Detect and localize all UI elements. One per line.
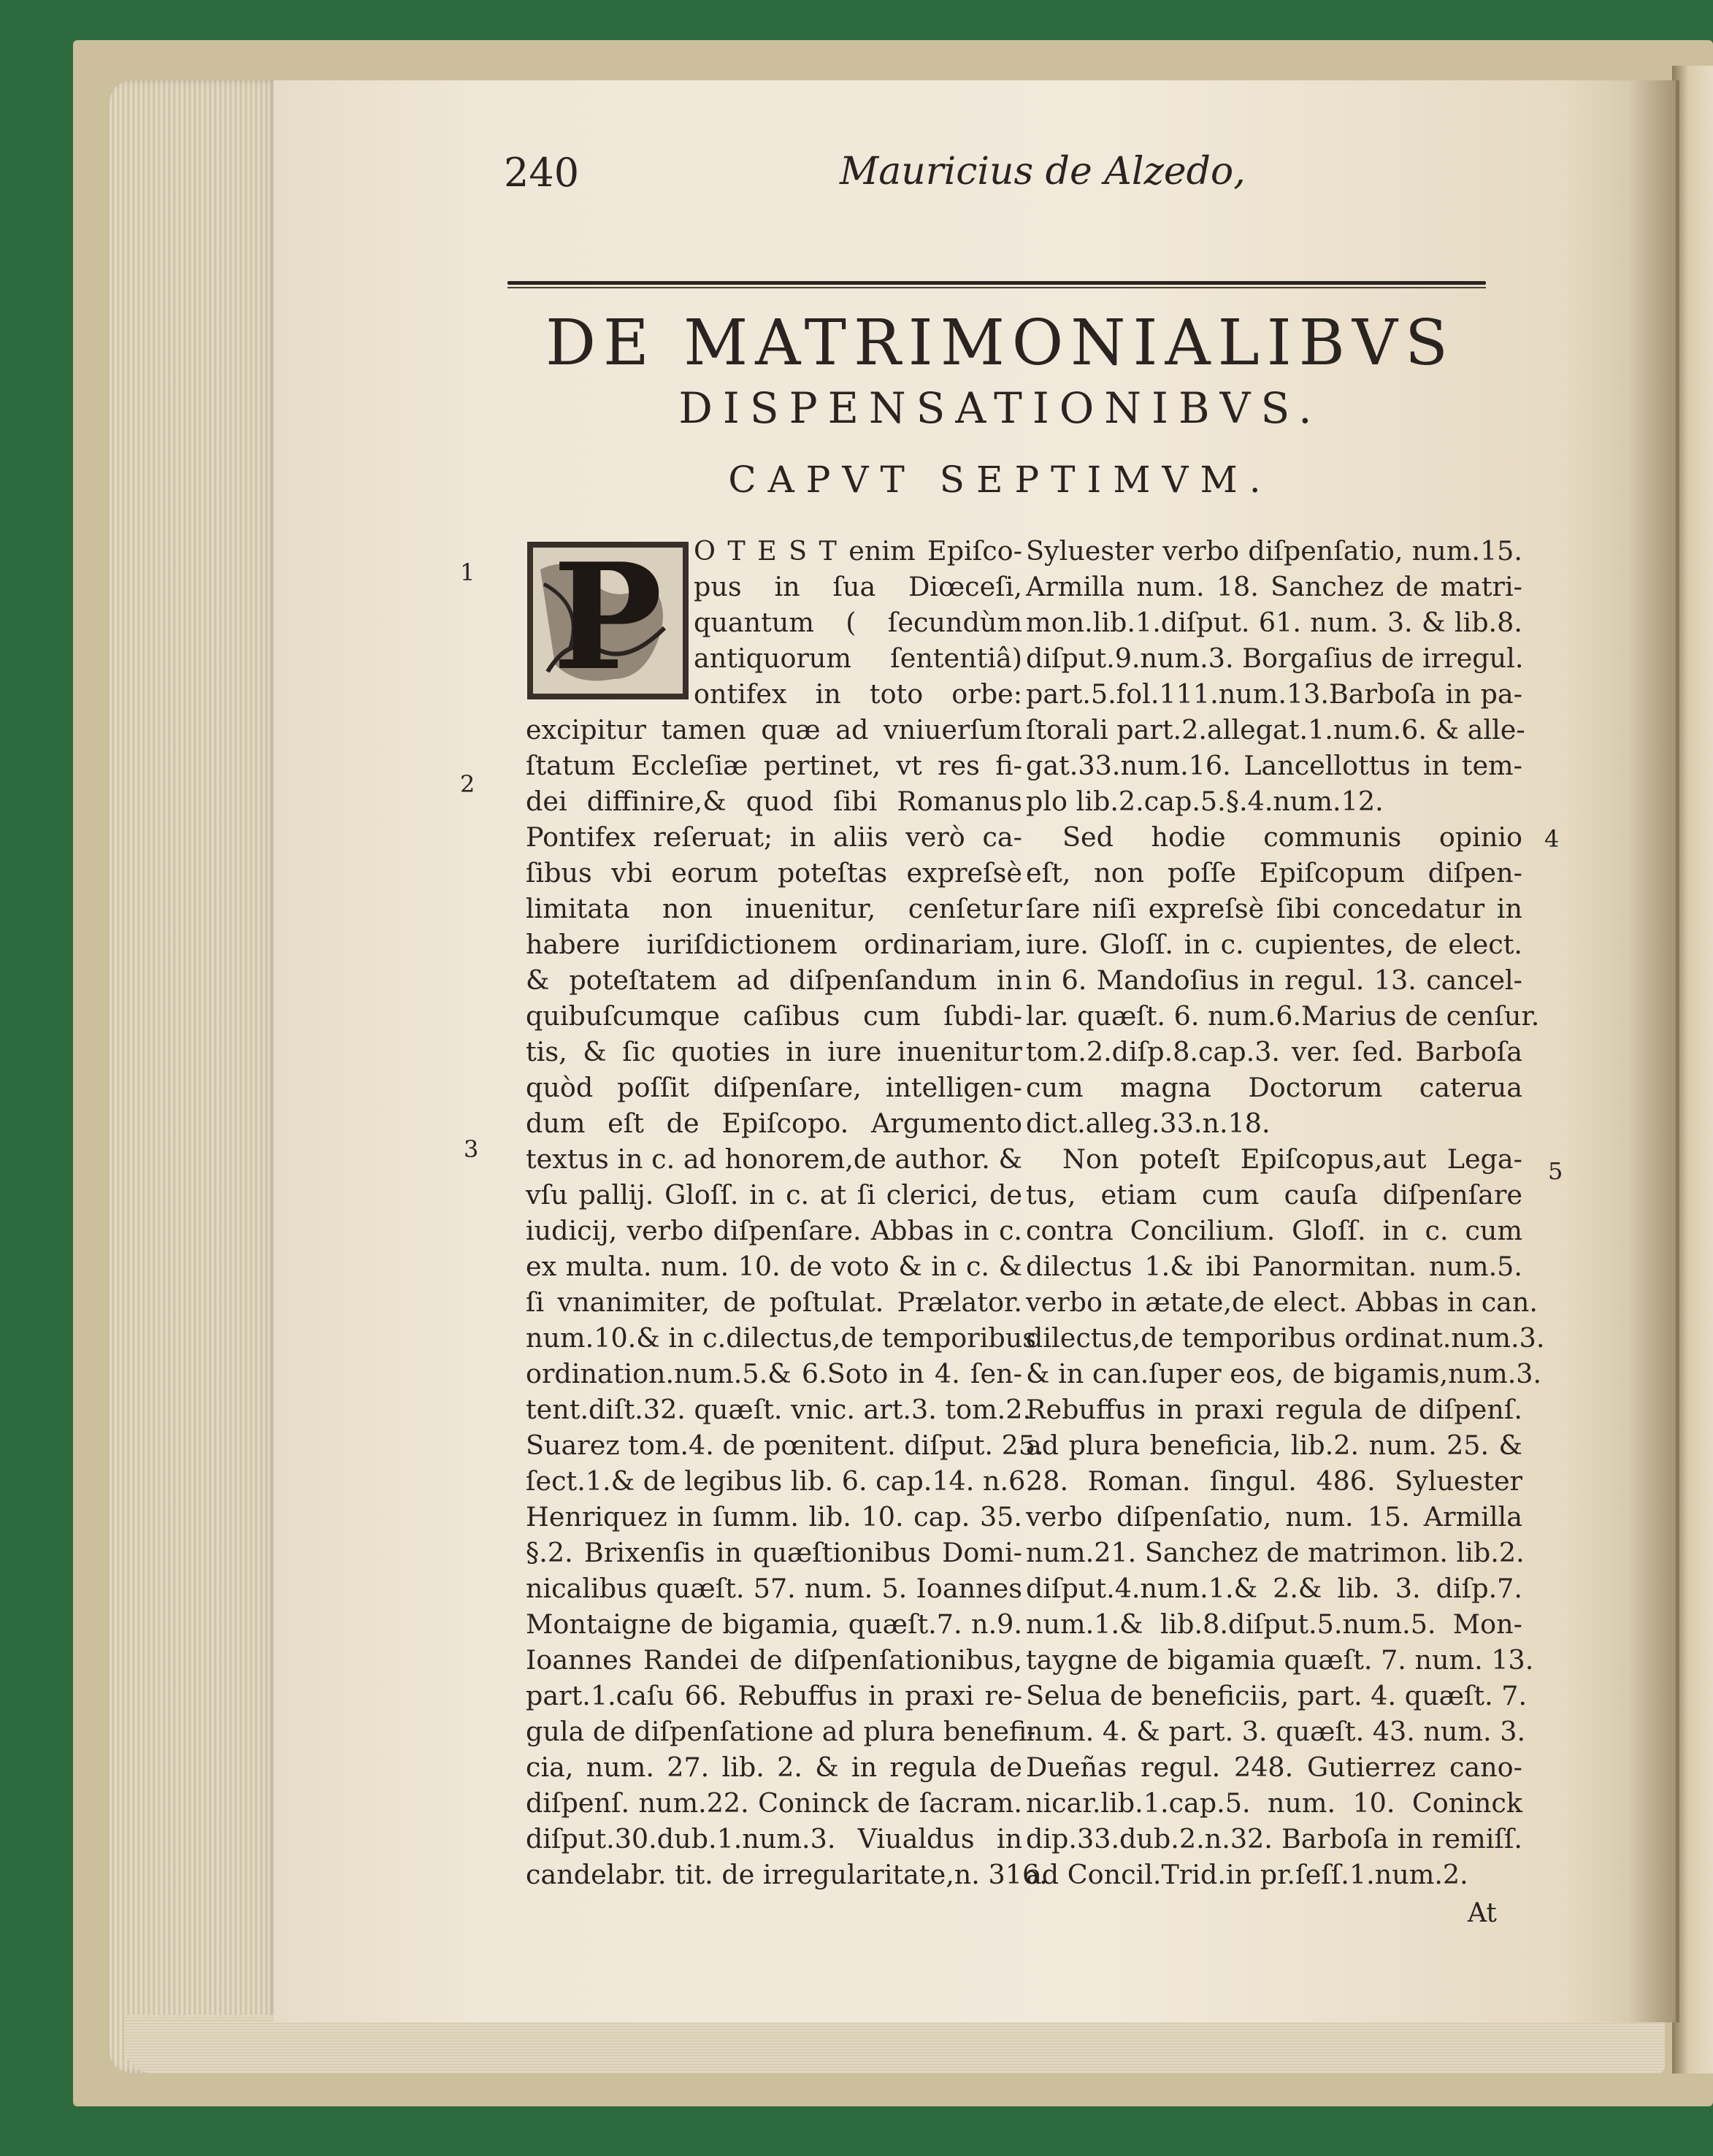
text-line: num. 4. & part. 3. quæſt. 43. num. 3.	[1026, 1716, 1526, 1747]
text-line: ſare niſi expreſsè ſibi concedatur in	[1026, 893, 1522, 924]
text-line: lar. quæſt. 6. num.6.Marius de cenſur.	[1026, 1000, 1540, 1032]
dropcap-line: pus in ſua Diœceſi,	[694, 571, 1022, 602]
text-line: Sed hodie communis opinio	[1062, 821, 1522, 853]
running-title: Mauricius de Alzedo,	[840, 150, 1246, 193]
text-line: dum eſt de Epiſcopo. Argumento	[526, 1108, 1022, 1139]
text-line: ordination.num.5.& 6.Soto in 4. ſen-	[526, 1358, 1022, 1389]
text-line: gat.33.num.16. Lancellottus in tem-	[1026, 750, 1522, 781]
text-line: limitata non inuenitur, cenſetur	[526, 893, 1022, 924]
margin-number: 3	[464, 1135, 479, 1163]
page-number: 240	[504, 150, 580, 196]
text-line: verbo in ætate,de elect. Abbas in can.	[1026, 1286, 1538, 1318]
right-column	[1026, 533, 1545, 1892]
text-line: num.21. Sanchez de matrimon. lib.2.	[1026, 1537, 1525, 1568]
dropcap-line: antiquorum ſententiâ)	[694, 642, 1022, 674]
text-line: in 6. Mandoſius in regul. 13. cancel-	[1026, 964, 1522, 996]
text-line: ſect.1.& de legibus lib. 6. cap.14. n.6.	[526, 1465, 1034, 1497]
dropcap-line: ontifex in toto orbe:	[694, 678, 1022, 710]
text-line: iudicij, verbo diſpenſare. Abbas in c.	[526, 1215, 1022, 1246]
text-line: Non poteſt Epiſcopus,aut Lega-	[1062, 1143, 1522, 1175]
text-line: 28. Roman. ſingul. 486. Syluester	[1026, 1465, 1522, 1497]
text-line: ſi vnanimiter, de poſtulat. Prælator.	[526, 1286, 1022, 1318]
text-line: ſtatum Eccleſiæ pertinet, vt res fi-	[526, 750, 1022, 781]
text-line: contra Concilium. Gloſſ. in c. cum	[1026, 1215, 1522, 1246]
margin-number: 5	[1548, 1157, 1563, 1185]
text-line: diſput.4.num.1.& 2.& lib. 3. diſp.7.	[1026, 1573, 1522, 1604]
text-line: tent.diſt.32. quæſt. vnic. art.3. tom.2.	[526, 1394, 1032, 1425]
text-line: part.5.fol.111.num.13.Barboſa in pa-	[1026, 678, 1522, 710]
left-column	[526, 712, 1048, 1892]
text-line: Ioannes Randei de diſpenſationibus,	[526, 1644, 1022, 1676]
svg-text:P: P	[552, 540, 663, 701]
decorated-initial-icon	[526, 540, 690, 701]
text-line: iure. Gloſſ. in c. cupientes, de elect.	[1026, 929, 1522, 960]
text-line: Dueñas regul. 248. Gutierrez cano-	[1026, 1752, 1522, 1783]
margin-number: 1	[460, 559, 475, 586]
chapter-title-line-2: DISPENSATIONIBVS.	[678, 383, 1322, 433]
text-line: verbo diſpenſatio, num. 15. Armilla	[1026, 1501, 1522, 1532]
text-line: dilectus,de temporibus ordinat.num.3.	[1026, 1322, 1545, 1354]
text-line: ad Concil.Trid.in pr.ſeſſ.1.num.2.	[1026, 1859, 1468, 1890]
text-line: tus, etiam cum cauſa diſpenſare	[1026, 1179, 1522, 1211]
chapter-title-line-1: DE MATRIMONIALIBVS	[545, 307, 1455, 380]
text-line: Selua de beneficiis, part. 4. quæſt. 7.	[1026, 1680, 1528, 1711]
text-line: gula de diſpenſatione ad plura benefi-	[526, 1716, 1036, 1747]
text-line: ſibus vbi eorum poteſtas expreſsè	[526, 857, 1022, 889]
text-line: Rebuffus in praxi regula de diſpenſ.	[1026, 1394, 1522, 1425]
header-rule	[507, 281, 1486, 285]
gutter-shadow	[1628, 80, 1679, 2022]
text-line: Suarez tom.4. de pœnitent. diſput. 25.	[526, 1430, 1044, 1461]
text-line: Armilla num. 18. Sanchez de matri-	[1026, 571, 1522, 602]
text-line: nicalibus quæſt. 57. num. 5. Ioannes	[526, 1573, 1022, 1604]
text-line: diſpenſ. num.22. Coninck de ſacram.	[526, 1787, 1022, 1819]
text-line: diſput.30.dub.1.num.3. Viualdus in	[526, 1823, 1022, 1854]
text-line: textus in c. ad honorem,de author. &	[526, 1143, 1022, 1175]
text-line: vſu pallij. Gloſſ. in c. at ſi clerici, de	[526, 1179, 1022, 1211]
text-line: part.1.caſu 66. Rebuffus in praxi re-	[526, 1680, 1022, 1711]
text-line: dei diffinire,& quod ſibi Romanus	[526, 786, 1022, 817]
text-line: Montaigne de bigamia, quæſt.7. n.9.	[526, 1608, 1022, 1640]
text-line: diſput.9.num.3. Borgaſius de irregul.	[1026, 642, 1524, 674]
dropcap-line: O T E S T enim Epiſco-	[694, 535, 1022, 567]
text-line: num.10.& in c.dilectus,de temporibus	[526, 1322, 1036, 1354]
text-line: nicar.lib.1.cap.5. num. 10. Coninck	[1026, 1787, 1522, 1819]
text-line: habere iuriſdictionem ordinariam,	[526, 929, 1022, 960]
text-line: §.2. Brixenſis in quæſtionibus Domi-	[526, 1537, 1022, 1568]
text-line: ex multa. num. 10. de voto & in c. &	[526, 1251, 1022, 1282]
text-line: dict.alleg.33.n.18.	[1026, 1108, 1271, 1139]
text-line: mon.lib.1.diſput. 61. num. 3. & lib.8.	[1026, 607, 1522, 638]
text-line: cum magna Doctorum caterua	[1026, 1072, 1522, 1103]
text-line: ad plura beneficia, lib.2. num. 25. &	[1026, 1430, 1522, 1461]
text-line: quòd poſſit diſpenſare, intelligen-	[526, 1072, 1022, 1103]
margin-number: 2	[460, 770, 475, 798]
page-block-edge	[110, 80, 277, 2073]
header-rule-thin	[507, 287, 1486, 288]
page-block-bottom	[124, 2015, 1665, 2073]
text-line: dilectus 1.& ibi Panormitan. num.5.	[1026, 1251, 1522, 1282]
text-line: Pontifex reſeruat; in aliis verò ca-	[526, 821, 1022, 853]
chapter-heading: CAPVT SEPTIMVM.	[728, 459, 1273, 501]
text-line: candelabr. tit. de irregularitate,n. 316.	[526, 1859, 1048, 1890]
text-line: taygne de bigamia quæſt. 7. num. 13.	[1026, 1644, 1534, 1676]
dropcap-text	[694, 533, 1022, 712]
text-line: & poteſtatem ad diſpenſandum in	[526, 964, 1022, 996]
text-line: quibuſcumque caſibus cum ſubdi-	[526, 1000, 1022, 1032]
text-line: Syluester verbo diſpenſatio, num.15.	[1026, 535, 1522, 567]
catchword: At	[1468, 1898, 1497, 1928]
text-line: tis, & ſic quoties in iure inuenitur	[526, 1036, 1022, 1067]
text-line: num.1.& lib.8.diſput.5.num.5. Mon-	[1026, 1608, 1522, 1640]
text-line: eſt, non poſſe Epiſcopum diſpen-	[1026, 857, 1522, 889]
dropcap-line: quantum ( ſecundùm	[694, 607, 1022, 638]
text-line: excipitur tamen quæ ad vniuerſum	[526, 714, 1022, 745]
text-line: tom.2.diſp.8.cap.3. ver. ſed. Barboſa	[1026, 1036, 1522, 1067]
text-line: cia, num. 27. lib. 2. & in regula de	[526, 1752, 1022, 1783]
text-line: ſtorali part.2.allegat.1.num.6. & alle-	[1026, 714, 1525, 745]
margin-number: 4	[1544, 825, 1560, 853]
running-head	[504, 150, 1526, 201]
text-line: & in can.ſuper eos, de bigamis,num.3.	[1026, 1358, 1542, 1389]
text-line: dip.33.dub.2.n.32. Barboſa in remiſſ.	[1026, 1823, 1522, 1854]
text-line: plo lib.2.cap.5.§.4.num.12.	[1026, 786, 1384, 817]
text-line: Henriquez in ſumm. lib. 10. cap. 35.	[526, 1501, 1022, 1532]
